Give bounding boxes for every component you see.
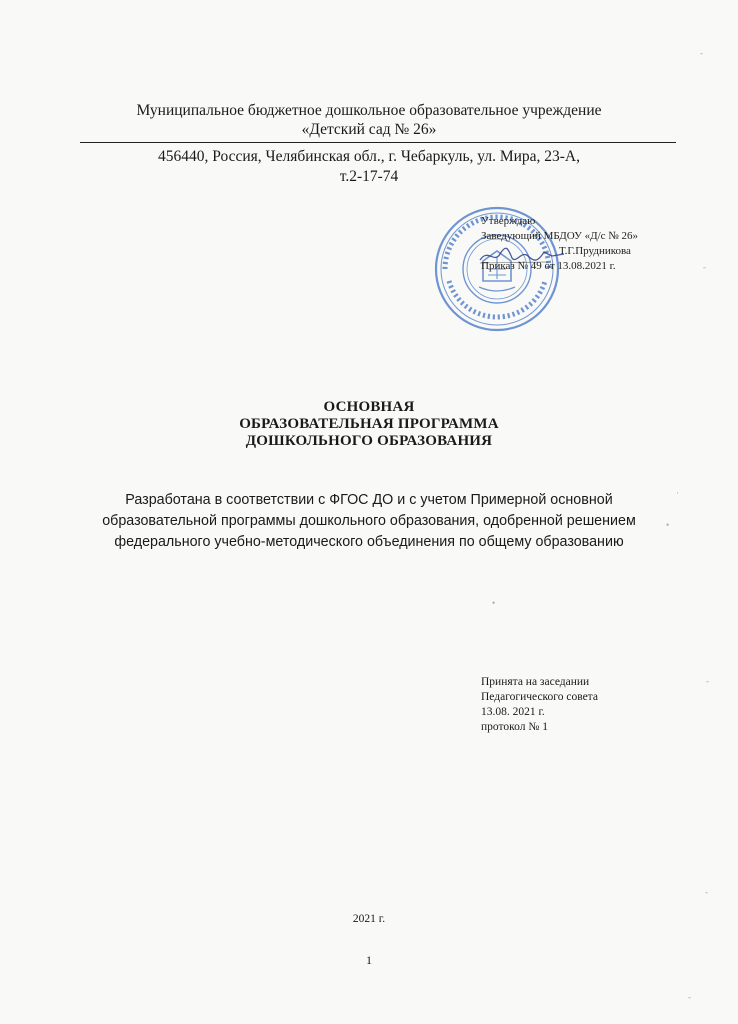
organization-name: Муниципальное бюджетное дошкольное образовательное учреждение — [136, 102, 602, 119]
scan-speck: - — [700, 48, 703, 58]
document-subtitle — [60, 490, 678, 553]
header-divider — [80, 142, 676, 143]
title-line-3: ДОШКОЛЬНОГО ОБРАЗОВАНИЯ — [245, 433, 493, 449]
approver-position: Заведующий МБДОУ «Д/с № 26» — [481, 230, 639, 242]
adoption-block — [481, 675, 701, 735]
phone-line: т.2-17-74 — [339, 168, 399, 185]
organization-header — [0, 101, 738, 139]
subtitle-line-2: образовательной программы дошкольного образования, одобренной решением — [102, 513, 636, 529]
scan-speck: • — [492, 598, 496, 608]
scan-speck: • — [666, 520, 670, 530]
title-line-1: ОСНОВНАЯ — [323, 399, 415, 415]
subtitle-line-1: Разработана в соответствии с ФГОС ДО и с учетом Примерной основной — [125, 492, 613, 508]
organization-address — [0, 147, 738, 187]
adoption-protocol: протокол № 1 — [481, 721, 548, 733]
approval-order: Приказ № 49 от 13.08.2021 г. — [481, 260, 616, 272]
scan-speck: - — [688, 992, 691, 1002]
document-title — [0, 399, 738, 450]
scan-speck: - — [703, 262, 706, 272]
organization-short-name: «Детский сад № 26» — [301, 121, 437, 138]
approval-heading: Утверждаю — [481, 215, 536, 227]
approver-name: Т.Г.Прудникова — [559, 245, 631, 257]
adoption-line-2: Педагогического совета — [481, 691, 598, 703]
scan-speck: · — [676, 488, 679, 498]
address-line: 456440, Россия, Челябинская обл., г. Чебаркуль, ул. Мира, 23-А, — [157, 148, 581, 165]
adoption-line-1: Принята на заседании — [481, 676, 590, 688]
scan-speck: - — [705, 887, 708, 897]
page-number: 1 — [366, 953, 372, 967]
subtitle-line-3: федерального учебно-методического объединения по общему образованию — [114, 534, 624, 550]
document-year: 2021 г. — [352, 913, 386, 925]
adoption-date: 13.08. 2021 г. — [481, 706, 545, 718]
title-line-2: ОБРАЗОВАТЕЛЬНАЯ ПРОГРАММА — [239, 416, 499, 432]
approval-block — [481, 214, 721, 274]
scan-speck: - — [706, 676, 709, 686]
approver-signature-line — [481, 244, 721, 259]
